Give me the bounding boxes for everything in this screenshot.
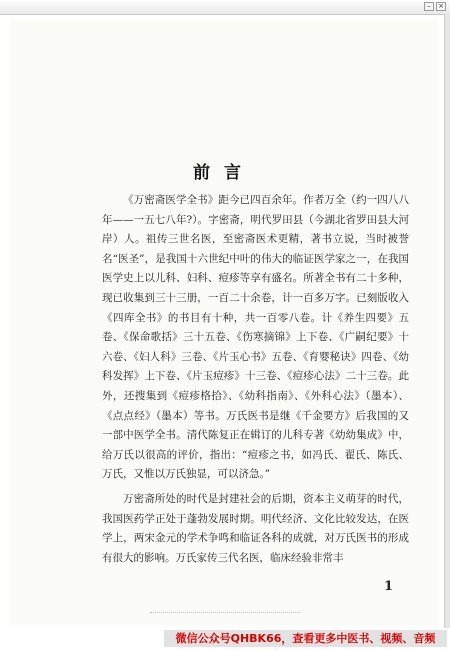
vertical-scrollbar[interactable] bbox=[444, 14, 450, 628]
page-number: 1 bbox=[384, 579, 394, 594]
minimize-icon[interactable]: – bbox=[424, 2, 434, 11]
close-icon[interactable]: × bbox=[436, 2, 446, 11]
paragraph: 万密斋所处的时代是封建社会的后期，资本主义萌芽的时代，我国医药学正处于蓬勃发展时期。明代经济、文化比较发达，在医学上，两宋金元的学术争鸣和临证各科的成就，对万氏医书的形成有很大的影响。万氏家传三代名医，临床经验非常丰 bbox=[102, 492, 409, 564]
watermark-banner: 微信公众号QHBK66，查看更多中医书、视频、音频 bbox=[164, 630, 447, 647]
body-text bbox=[102, 191, 409, 573]
paragraph: 《万密斋医学全书》距今已四百余年。作者万全（约一四八八年——一五七八年?）。字密斋，明代罗田县（今湖北省罗田县大河岸）人。祖传三世名医，至密斋医术更精，著书立说，当时被誉名“医圣”，是我国十六世纪中叶的伟大的临证医学家之一，在我国医学史上以儿科、妇科、痘疹等享有盛名。所著全书有二十多种，现已收集到三十三册，一百二十余卷，计一百多万字。已刻版收入《四库全书》的书目有十种，共一百零八卷。计《养生四要》五卷、《保命歌括》三十五卷、《伤寒摘锦》上下卷、《广嗣纪要》十六卷、《妇人科》三卷、《片玉心书》五卷、《育婴秘诀》四卷、《幼科发挥》上下卷、《片玉痘疹》十三卷、《痘疹心法》二十三卷。此外，还搜集到《痘疹格拾》、《幼科指南》、《外科心法》（墨本）、《点点经》（墨本）等书。万氏医书是继《千金要方》后我国的又一部中医学全书。清代陈复正在辑订的儿科专著《幼幼集成》中，给万氏以很高的评价，指出：“痘疹之书，如冯氏、翟氏、陈氏、万氏，又惟以万氏独显，可以济急。” bbox=[102, 194, 409, 481]
viewer-toolbar bbox=[0, 0, 450, 15]
scan-artifact-line bbox=[150, 612, 300, 614]
document-page bbox=[10, 20, 438, 625]
page-title: 前言 bbox=[193, 163, 255, 183]
